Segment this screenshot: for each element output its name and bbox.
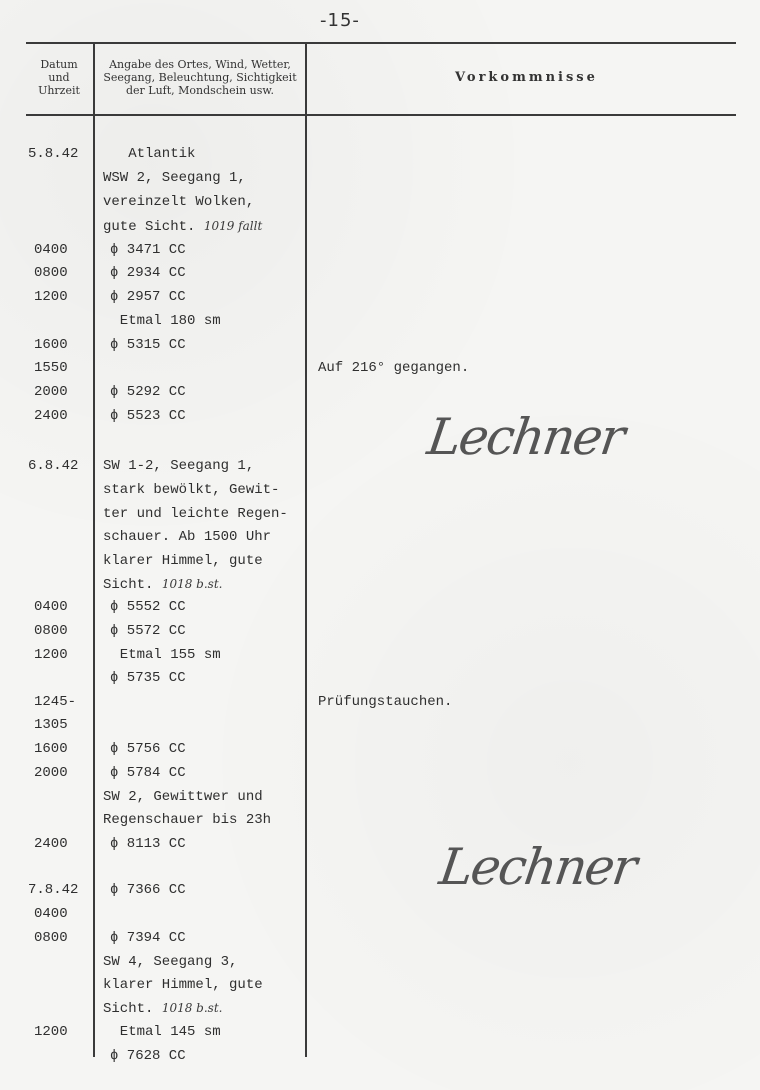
conditions-cell: klarer Himmel, gute [103,977,263,993]
header-rule [26,114,736,116]
position-cell: ϕ 7628 CC [110,1048,186,1064]
handwritten-pressure: 1018 b.st. [161,1001,223,1015]
column-divider-2 [305,42,307,1057]
handwritten-pressure: 1018 b.st. [161,577,223,591]
time-cell: 1600 [34,337,68,353]
column-divider-1 [93,42,95,1057]
time-cell: 0800 [34,265,68,281]
position-cell: ϕ 3471 CC [110,242,186,258]
etmal-cell: Etmal 145 sm [103,1024,221,1040]
page-number: -15- [320,10,360,31]
time-cell: 1200 [34,647,68,663]
conditions-cell: Atlantik [103,146,196,162]
time-cell: 2400 [34,836,68,852]
conditions-cell: SW 4, Seegang 3, [103,954,238,970]
time-cell: 0400 [34,599,68,615]
conditions-cell: Sicht. 1018 b.st. [103,1001,223,1017]
time-cell: 0400 [34,242,68,258]
signature: Lechner [423,408,627,466]
time-cell: 0800 [34,623,68,639]
time-cell: 2000 [34,384,68,400]
position-cell: ϕ 5572 CC [110,623,186,639]
position-cell: ϕ 7366 CC [110,882,186,898]
conditions-cell: vereinzelt Wolken, [103,194,255,210]
header-col-events: Vorkommnisse [455,70,598,85]
conditions-cell: klarer Himmel, gute [103,553,263,569]
time-cell: 1600 [34,741,68,757]
position-cell: ϕ 8113 CC [110,836,186,852]
etmal-cell: Etmal 155 sm [103,647,221,663]
time-cell: 1200 [34,1024,68,1040]
time-cell: 6.8.42 [28,458,79,474]
top-rule [26,42,736,44]
position-cell: ϕ 7394 CC [110,930,186,946]
position-cell: ϕ 5784 CC [110,765,186,781]
position-cell: ϕ 5552 CC [110,599,186,615]
time-cell: 0800 [34,930,68,946]
conditions-cell: Regenschauer bis 23h [103,812,272,828]
conditions-cell: schauer. Ab 1500 Uhr [103,529,272,545]
time-cell: 2000 [34,765,68,781]
conditions-cell: SW 1-2, Seegang 1, [103,458,255,474]
signature: Lechner [435,838,639,896]
time-cell: 7.8.42 [28,882,79,898]
conditions-cell: Sicht. 1018 b.st. [103,577,223,593]
time-cell: 1305 [34,717,68,733]
position-cell: ϕ 2957 CC [110,289,186,305]
conditions-cell: ter und leichte Regen- [103,506,288,522]
header-col-date: Datum und Uhrzeit [38,58,80,97]
conditions-cell: gute Sicht. 1019 fallt [103,219,263,235]
conditions-cell: WSW 2, Seegang 1, [103,170,246,186]
time-cell: 1245- [34,694,77,710]
time-cell: 5.8.42 [28,146,79,162]
conditions-cell: SW 2, Gewittwer und [103,789,263,805]
position-cell: ϕ 5315 CC [110,337,186,353]
time-cell: 1550 [34,360,68,376]
position-cell: ϕ 5523 CC [110,408,186,424]
conditions-cell: stark bewölkt, Gewit- [103,482,280,498]
time-cell: 1200 [34,289,68,305]
position-cell: ϕ 5735 CC [110,670,186,686]
etmal-cell: Etmal 180 sm [103,313,221,329]
event-cell: Auf 216° gegangen. [318,360,470,376]
time-cell: 2400 [34,408,68,424]
event-cell: Prüfungstauchen. [318,694,453,710]
header-col-conditions: Angabe des Ortes, Wind, Wetter, Seegang, Beleuchtung, Sichtigkeit der Luft, Mondschein usw. [103,58,297,97]
position-cell: ϕ 5292 CC [110,384,186,400]
position-cell: ϕ 2934 CC [110,265,186,281]
handwritten-pressure: 1019 fallt [203,219,263,233]
position-cell: ϕ 5756 CC [110,741,186,757]
time-cell: 0400 [34,906,68,922]
